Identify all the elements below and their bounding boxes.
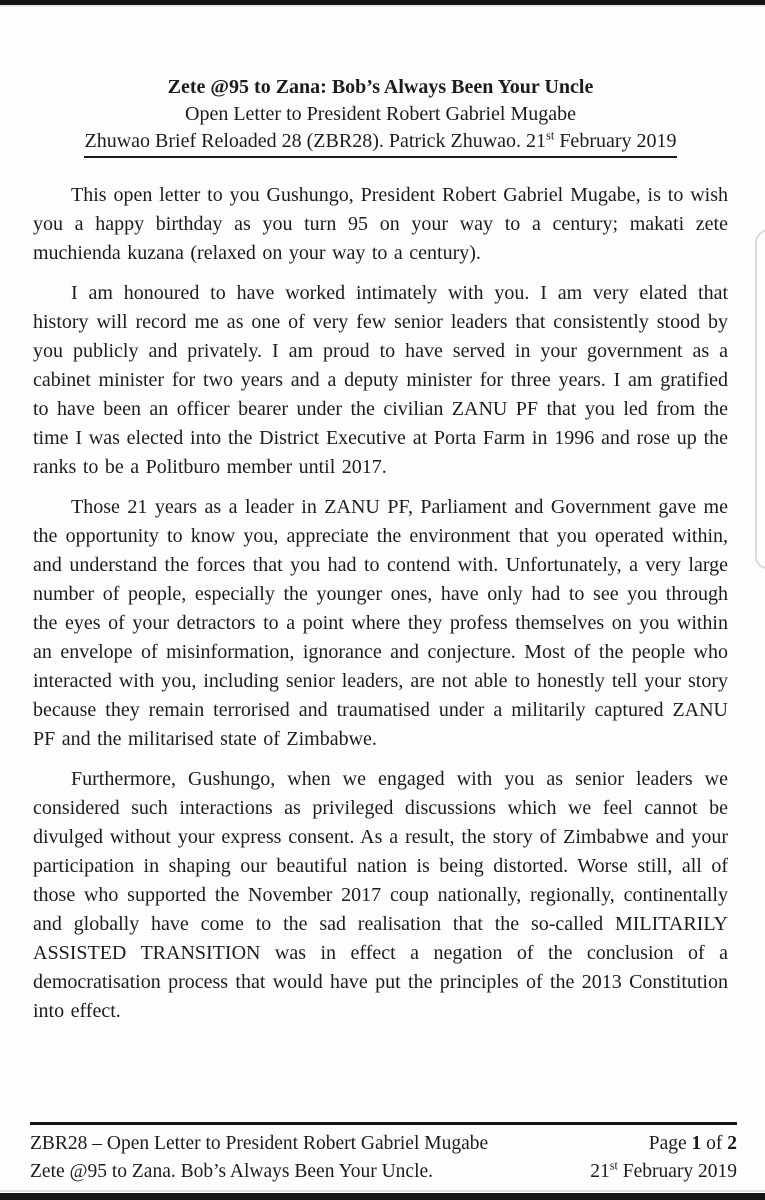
paragraph-furthermore: Furthermore, Gushungo, when we engaged with you as senior leaders we considered such interactions as privileged discussions which we feel cannot be divulged without your express consent. As a result, the story of Zimbabwe and your participation in shaping our beautiful nation is being distorted. Worse still, all of those who supported the November 2017 coup nationally, regionally, continentally and globally have come to the sad realisation that the so-called MILITARILY ASSISTED TRANSITION was in effect a negation of the conclusion of a democratisation process that would have put the principles of the 2013 Constitution into effect. xyxy=(33,768,728,1022)
of-label: of xyxy=(701,1133,728,1154)
page-number: 1 xyxy=(691,1133,702,1154)
byline-underlined-text xyxy=(84,128,676,158)
footer-date-day: 21 xyxy=(590,1161,610,1182)
byline-text: Zhuwao Brief Reloaded 28 (ZBR28). Patrick Zhuwao. 21 xyxy=(84,130,547,152)
bottom-letterbox-bar xyxy=(0,1193,765,1200)
footer-date xyxy=(590,1158,737,1186)
paragraph-service-history: I am honoured to have worked intimately with you. I am very elated that history will record me as one of very few senior leaders that consistently stood by you publicly and privately. I am proud to have served in your government as a cabinet minister for two years and a deputy minister for three years. I am gratified to have been an officer bearer under the civilian ZANU PF that you led from the time I was elected into the District Executive at Porta Farm in 1996 and rose up the ranks to be a Politburo member until 2017. xyxy=(33,282,728,478)
footer-document-reference: ZBR28 – Open Letter to President Robert Gabriel Mugabe xyxy=(30,1133,489,1154)
top-letterbox-bar xyxy=(0,0,765,5)
byline-date-rest: February 2019 xyxy=(554,130,677,152)
footer-date-rest: February 2019 xyxy=(617,1161,737,1182)
paragraph-21-years: Those 21 years as a leader in ZANU PF, Parliament and Government gave me the opportunity to know you, appreciate the environment that you operated within, and understand the forces that you had to contend with. Unfortunately, a very large number of people, especially the younger ones, have only had to see you through the eyes of your detractors to a point where they profess themselves on you within an envelope of misinformation, ignorance and conjecture. Most of the people who interacted with you, including senior leaders, are not able to honestly tell your story because they remain terrorised and traumatised under a militarily captured ZANU PF and the militarised state of Zimbabwe. xyxy=(33,496,728,750)
footer-document-title: Zete @95 to Zana. Bob’s Always Been Your Uncle. xyxy=(30,1161,434,1182)
document-content xyxy=(33,74,728,1026)
paragraph-greeting: This open letter to you Gushungo, President Robert Gabriel Mugabe, is to wish you a happy birthday as you turn 95 on your way to a century; makati zete muchienda kuzana (relaxed on your way to a century). xyxy=(33,184,728,264)
page-curl-artifact xyxy=(755,229,765,569)
footer-right-block xyxy=(590,1130,737,1186)
document-title: Zete @95 to Zana: Bob’s Always Been Your Uncle xyxy=(167,76,594,98)
footer-date-ordinal: st xyxy=(609,1158,618,1173)
letter-body xyxy=(33,181,728,1026)
document-subtitle: Open Letter to President Robert Gabriel Mugabe xyxy=(185,103,576,125)
page-footer xyxy=(30,1122,737,1186)
document-header xyxy=(33,74,728,158)
footer-left-block xyxy=(30,1130,488,1186)
page-total: 2 xyxy=(727,1133,737,1154)
page-label: Page xyxy=(648,1133,692,1154)
byline-ordinal-suffix: st xyxy=(546,128,555,143)
document-byline xyxy=(33,128,728,158)
page-number-indicator xyxy=(590,1130,737,1158)
